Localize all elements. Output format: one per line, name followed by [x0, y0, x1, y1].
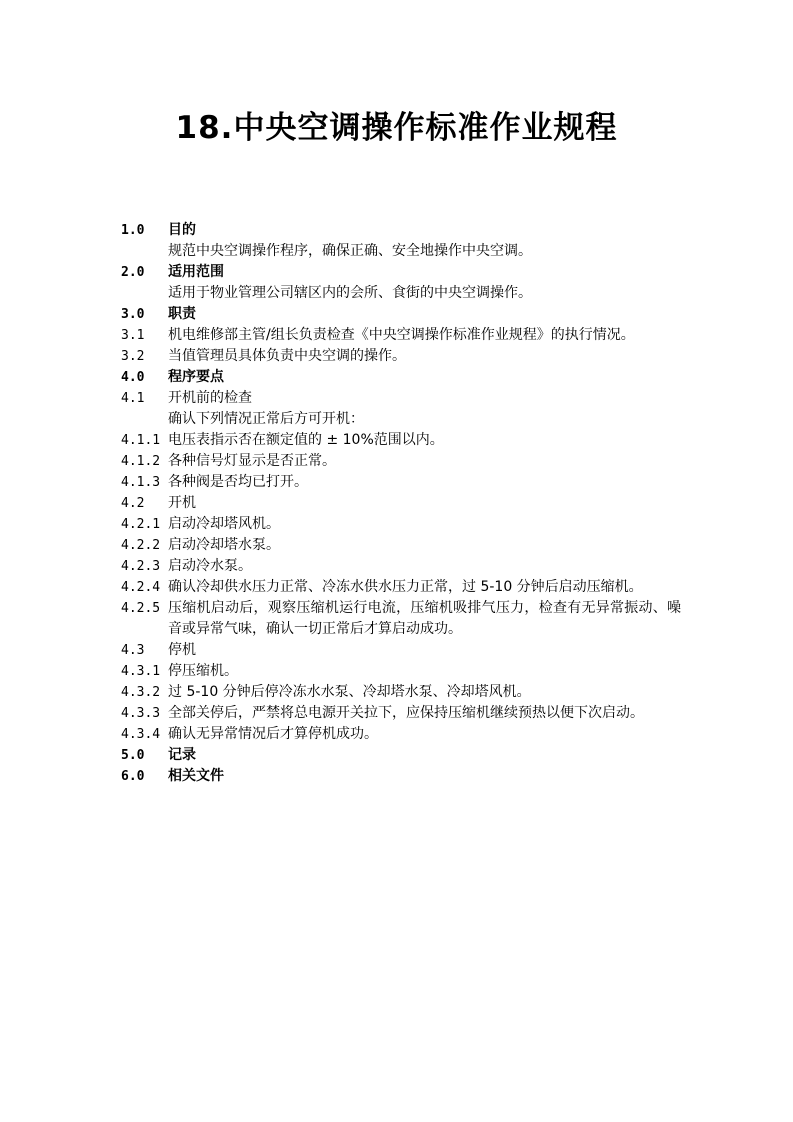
section-number: 1.0 [121, 223, 145, 238]
list-item [121, 430, 681, 451]
list-item [121, 724, 681, 745]
list-item [121, 388, 681, 409]
section-title: 职责 [168, 306, 196, 322]
section-heading [121, 745, 681, 766]
list-item [121, 640, 681, 661]
item-text: 开机前的检查 [168, 390, 252, 406]
list-item [121, 346, 681, 367]
section-number: 5.0 [121, 748, 145, 763]
paragraph-text: 适用于物业管理公司辖区内的会所、食街的中央空调操作。 [168, 285, 532, 301]
item-text: 过 5-10 分钟后停冷冻水水泵、冷却塔水泵、冷却塔风机。 [168, 684, 531, 700]
item-number: 4.2.3 [121, 559, 161, 574]
section-heading [121, 304, 681, 325]
list-item [121, 493, 681, 514]
section-heading [121, 766, 681, 787]
section-title: 适用范围 [168, 264, 224, 280]
list-item [121, 325, 681, 346]
section-heading [121, 262, 681, 283]
list-item [121, 514, 681, 535]
paragraph-text: 确认下列情况正常后方可开机： [168, 411, 364, 427]
item-number: 4.2.1 [121, 517, 161, 532]
list-item [121, 556, 681, 577]
item-number: 4.2 [121, 496, 145, 511]
item-number: 4.3.1 [121, 664, 161, 679]
section-paragraph [121, 283, 681, 304]
section-number: 4.0 [121, 370, 145, 385]
item-number: 4.3 [121, 643, 145, 658]
item-number: 4.1.3 [121, 475, 161, 490]
item-text: 确认无异常情况后才算停机成功。 [168, 726, 378, 742]
item-number: 3.2 [121, 349, 145, 364]
item-number: 4.1.2 [121, 454, 161, 469]
item-text: 确认冷却供水压力正常、冷冻水供水压力正常，过 5-10 分钟后启动压缩机。 [168, 579, 643, 595]
item-text: 电压表指示否在额定值的 ± 10%范围以内。 [168, 432, 444, 448]
paragraph-text: 规范中央空调操作程序，确保正确、安全地操作中央空调。 [168, 243, 532, 259]
item-text: 启动冷水泵。 [168, 558, 252, 574]
document-body [121, 220, 681, 787]
document-title: 18.中央空调操作标准作业规程 [175, 110, 618, 146]
section-number: 3.0 [121, 307, 145, 322]
section-title: 相关文件 [168, 768, 224, 784]
section-number: 2.0 [121, 265, 145, 280]
item-number: 4.2.5 [121, 601, 161, 616]
item-number: 4.2.2 [121, 538, 161, 553]
item-text: 各种信号灯显示是否正常。 [168, 453, 336, 469]
section-number: 6.0 [121, 769, 145, 784]
list-item [121, 682, 681, 703]
item-text: 停压缩机。 [168, 663, 238, 679]
item-text: 全部关停后，严禁将总电源开关拉下，应保持压缩机继续预热以便下次启动。 [168, 705, 644, 721]
item-text: 各种阀是否均已打开。 [168, 474, 308, 490]
item-text: 启动冷却塔水泵。 [168, 537, 280, 553]
item-text: 停机 [168, 642, 196, 658]
item-number: 4.3.3 [121, 706, 161, 721]
item-text: 开机 [168, 495, 196, 511]
list-item [121, 577, 681, 598]
section-paragraph [121, 409, 681, 430]
list-item [121, 535, 681, 556]
list-item [121, 472, 681, 493]
item-number: 4.3.2 [121, 685, 161, 700]
list-item [121, 598, 681, 640]
item-text: 启动冷却塔风机。 [168, 516, 280, 532]
section-heading [121, 367, 681, 388]
section-title: 程序要点 [168, 369, 224, 385]
section-heading [121, 220, 681, 241]
item-number: 4.3.4 [121, 727, 161, 742]
item-number: 4.2.4 [121, 580, 161, 595]
list-item [121, 703, 681, 724]
section-title: 目的 [168, 222, 196, 238]
list-item [121, 661, 681, 682]
item-text: 机电维修部主管/组长负责检查《中央空调操作标准作业规程》的执行情况。 [168, 327, 635, 343]
list-item [121, 451, 681, 472]
section-title: 记录 [168, 747, 196, 763]
item-number: 4.1 [121, 391, 145, 406]
section-paragraph [121, 241, 681, 262]
item-text: 压缩机启动后，观察压缩机运行电流，压缩机吸排气压力，检查有无异常振动、噪音或异常气味，确认一切正常后才算启动成功。 [168, 600, 681, 637]
item-number: 3.1 [121, 328, 145, 343]
item-text: 当值管理员具体负责中央空调的操作。 [168, 348, 406, 364]
item-number: 4.1.1 [121, 433, 161, 448]
